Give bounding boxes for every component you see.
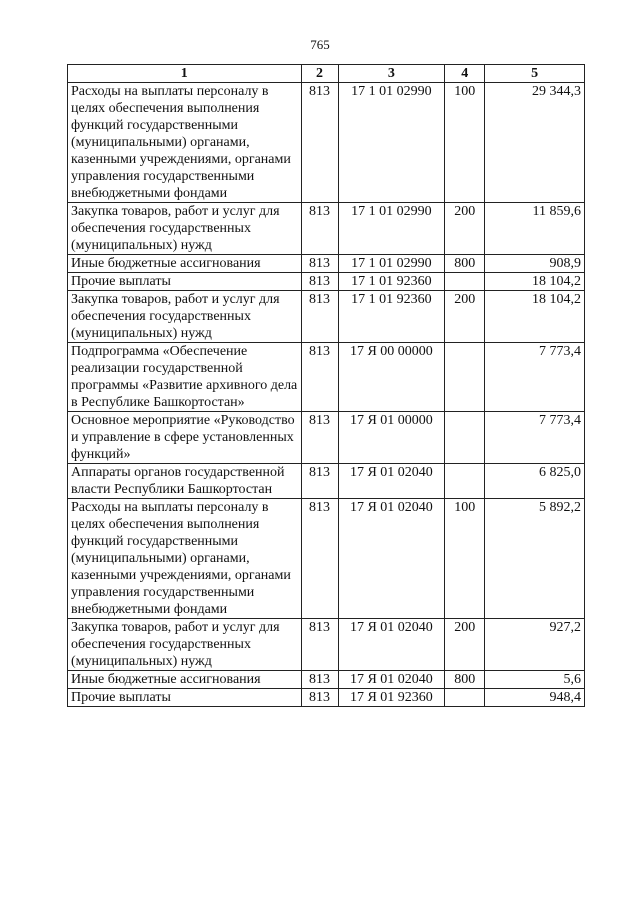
row-type <box>445 343 485 412</box>
row-target: 17 Я 01 92360 <box>338 689 445 707</box>
table-row <box>68 291 585 343</box>
table-row <box>68 203 585 255</box>
row-amount: 18 104,2 <box>485 291 585 343</box>
row-name: Основное мероприятие «Руководство и управление в сфере установленных функций» <box>68 412 302 464</box>
table-row <box>68 412 585 464</box>
row-type: 200 <box>445 291 485 343</box>
row-type: 100 <box>445 83 485 203</box>
row-amount: 18 104,2 <box>485 273 585 291</box>
row-ministry: 813 <box>301 343 338 412</box>
row-ministry: 813 <box>301 619 338 671</box>
row-type: 200 <box>445 203 485 255</box>
row-type <box>445 273 485 291</box>
header-col-2: 2 <box>301 65 338 83</box>
row-amount: 6 825,0 <box>485 464 585 499</box>
row-type: 800 <box>445 255 485 273</box>
row-ministry: 813 <box>301 83 338 203</box>
header-col-1: 1 <box>68 65 302 83</box>
table-row <box>68 619 585 671</box>
row-target: 17 1 01 92360 <box>338 273 445 291</box>
row-target: 17 1 01 02990 <box>338 83 445 203</box>
header-col-4: 4 <box>445 65 485 83</box>
row-target: 17 Я 01 02040 <box>338 499 445 619</box>
row-type <box>445 464 485 499</box>
row-amount: 11 859,6 <box>485 203 585 255</box>
row-target: 17 1 01 02990 <box>338 203 445 255</box>
row-name: Закупка товаров, работ и услуг для обеспечения государственных (муниципальных) нужд <box>68 619 302 671</box>
table-row <box>68 671 585 689</box>
row-target: 17 Я 01 02040 <box>338 619 445 671</box>
row-amount: 5,6 <box>485 671 585 689</box>
row-amount: 29 344,3 <box>485 83 585 203</box>
row-name: Аппараты органов государственной власти Республики Башкортостан <box>68 464 302 499</box>
row-type: 200 <box>445 619 485 671</box>
row-ministry: 813 <box>301 671 338 689</box>
page-number: 765 <box>310 37 330 52</box>
row-ministry: 813 <box>301 255 338 273</box>
table-body <box>68 83 585 707</box>
row-name: Расходы на выплаты персоналу в целях обеспечения выполнения функций государственными (муниципальными) органами, казенными учреждениями, органами управления государственными внебюджетными фондами <box>68 83 302 203</box>
row-name: Иные бюджетные ассигнования <box>68 255 302 273</box>
row-amount: 908,9 <box>485 255 585 273</box>
row-amount: 927,2 <box>485 619 585 671</box>
header-col-5: 5 <box>485 65 585 83</box>
row-name: Закупка товаров, работ и услуг для обеспечения государственных (муниципальных) нужд <box>68 291 302 343</box>
table-row <box>68 83 585 203</box>
row-target: 17 1 01 02990 <box>338 255 445 273</box>
table-row <box>68 273 585 291</box>
table-row <box>68 499 585 619</box>
row-name: Иные бюджетные ассигнования <box>68 671 302 689</box>
row-name: Расходы на выплаты персоналу в целях обеспечения выполнения функций государственными (муниципальными) органами, казенными учреждениями, органами управления государственными внебюджетными фондами <box>68 499 302 619</box>
header-row <box>68 65 585 83</box>
row-ministry: 813 <box>301 203 338 255</box>
table-row <box>68 689 585 707</box>
row-amount: 7 773,4 <box>485 412 585 464</box>
header-col-3: 3 <box>338 65 445 83</box>
row-type <box>445 412 485 464</box>
row-ministry: 813 <box>301 412 338 464</box>
row-target: 17 1 01 92360 <box>338 291 445 343</box>
row-type: 100 <box>445 499 485 619</box>
row-target: 17 Я 01 02040 <box>338 671 445 689</box>
row-amount: 5 892,2 <box>485 499 585 619</box>
table-row <box>68 464 585 499</box>
row-target: 17 Я 01 00000 <box>338 412 445 464</box>
row-name: Подпрограмма «Обеспечение реализации государственной программы «Развитие архивного дела в Республике Башкортостан» <box>68 343 302 412</box>
row-ministry: 813 <box>301 273 338 291</box>
budget-table <box>67 64 585 707</box>
row-target: 17 Я 01 02040 <box>338 464 445 499</box>
table-row <box>68 343 585 412</box>
row-name: Закупка товаров, работ и услуг для обеспечения государственных (муниципальных) нужд <box>68 203 302 255</box>
row-ministry: 813 <box>301 499 338 619</box>
row-target: 17 Я 00 00000 <box>338 343 445 412</box>
row-ministry: 813 <box>301 291 338 343</box>
row-name: Прочие выплаты <box>68 689 302 707</box>
row-name: Прочие выплаты <box>68 273 302 291</box>
row-type <box>445 689 485 707</box>
row-amount: 7 773,4 <box>485 343 585 412</box>
row-type: 800 <box>445 671 485 689</box>
row-amount: 948,4 <box>485 689 585 707</box>
row-ministry: 813 <box>301 689 338 707</box>
row-ministry: 813 <box>301 464 338 499</box>
table-row <box>68 255 585 273</box>
